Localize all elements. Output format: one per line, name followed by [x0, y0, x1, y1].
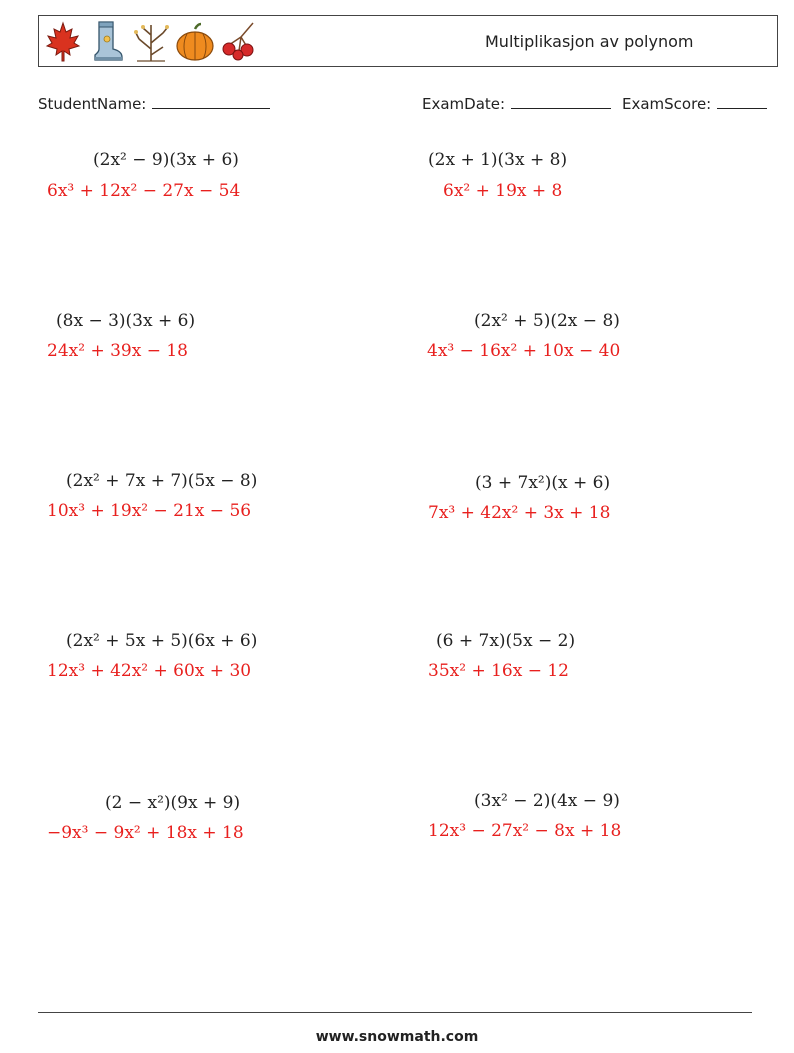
bare-branch-icon	[131, 19, 171, 63]
exam-date-blank	[511, 94, 611, 109]
problem-question: (8x − 3)(3x + 6)	[56, 311, 196, 331]
exam-date-label: ExamDate:	[422, 95, 506, 113]
problem-answer: 7x³ + 42x² + 3x + 18	[428, 503, 611, 523]
problem-answer: 6x³ + 12x² − 27x − 54	[47, 181, 241, 201]
exam-date-field	[422, 94, 611, 113]
exam-score-blank	[717, 94, 767, 109]
problem-answer: 24x² + 39x − 18	[47, 341, 188, 361]
student-name-field	[38, 94, 270, 113]
problem-answer: 4x³ − 16x² + 10x − 40	[427, 341, 621, 361]
student-name-blank	[152, 94, 270, 109]
problem-answer: −9x³ − 9x² + 18x + 18	[47, 823, 244, 843]
student-name-label: StudentName:	[38, 95, 147, 113]
problem-question: (2x² + 5)(2x − 8)	[474, 311, 620, 331]
exam-score-label: ExamScore:	[622, 95, 712, 113]
rain-boot-icon	[87, 19, 127, 63]
exam-score-field	[622, 94, 767, 113]
problem-answer: 6x² + 19x + 8	[443, 181, 563, 201]
footer-website: www.snowmath.com	[315, 1029, 479, 1045]
worksheet-title: Multiplikasjon av polynom	[485, 32, 694, 51]
maple-leaf-icon	[43, 19, 83, 63]
problem-question: (3 + 7x²)(x + 6)	[475, 473, 611, 493]
worksheet-header	[38, 15, 778, 67]
berries-icon	[219, 19, 259, 63]
problem-answer: 10x³ + 19x² − 21x − 56	[47, 501, 252, 521]
problem-question: (2x² + 7x + 7)(5x − 8)	[66, 471, 258, 491]
problem-question: (2x + 1)(3x + 8)	[428, 150, 568, 170]
problem-question: (2 − x²)(9x + 9)	[105, 793, 241, 813]
problem-question: (3x² − 2)(4x − 9)	[474, 791, 620, 811]
problem-answer: 12x³ + 42x² + 60x + 30	[47, 661, 252, 681]
pumpkin-icon	[175, 19, 215, 63]
problem-question: (6 + 7x)(5x − 2)	[436, 631, 576, 651]
problem-answer: 12x³ − 27x² − 8x + 18	[428, 821, 622, 841]
footer-divider	[38, 1012, 752, 1013]
header-icons	[43, 18, 259, 64]
problem-question: (2x² + 5x + 5)(6x + 6)	[66, 631, 258, 651]
problem-answer: 35x² + 16x − 12	[428, 661, 569, 681]
problem-question: (2x² − 9)(3x + 6)	[93, 150, 239, 170]
